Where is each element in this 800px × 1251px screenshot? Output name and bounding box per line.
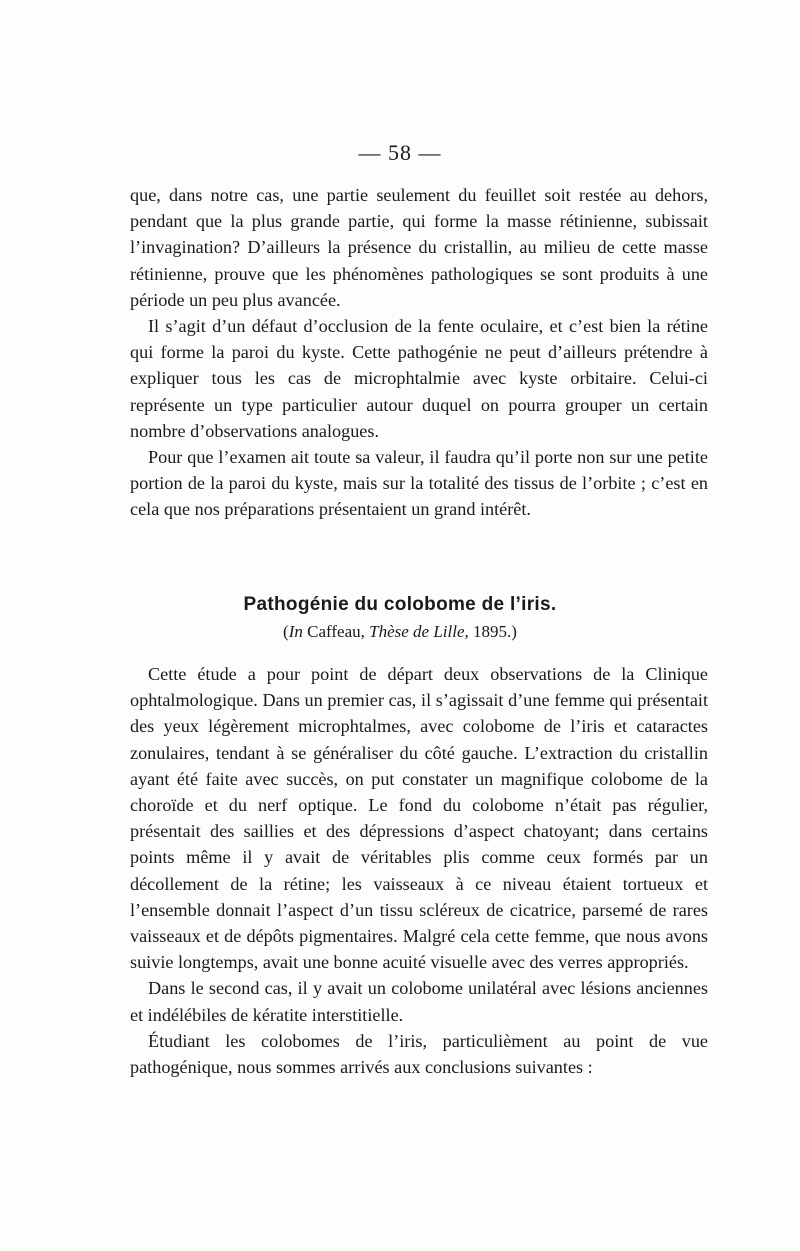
paragraph-continuation: que, dans notre cas, une partie seulement du feuillet soit restée au dehors, pendant que la plus grande partie, qui forme la masse rétinienne, subissait l’invagination? D’ailleurs la présence du cristallin, au milieu de cette masse rétinienne, prouve que les phénomènes pathologiques se sont produits à une période un peu plus avancée. (130, 185, 708, 310)
citation-in: In (288, 622, 303, 641)
citation-open: ( (283, 622, 289, 641)
paragraph-examen: Pour que l’examen ait toute sa valeur, il faudra qu’il porte non sur une petite portion de la paroi du kyste, mais sur la totalité des tissus de l’orbite ; c’est en cela que nos préparations présentaient un grand intérêt. (130, 447, 708, 520)
paragraph-occlusion: Il s’agit d’un défaut d’occlusion de la fente oculaire, et c’est bien la rétine qui forme la paroi du kyste. Cette pathogénie ne peut d’ailleurs prétendre à expliquer tous les cas de microphtalmie avec kyste orbitaire. Celui-ci représente un type particulier autour duquel on pourra grouper un certain nombre d’observations analogues. (130, 316, 708, 441)
bottom-text-block (130, 661, 708, 1080)
section-citation (0, 622, 800, 642)
section-title: Pathogénie du colobome de l’iris. (243, 594, 557, 615)
paragraph-second-cas: Dans le second cas, il y avait un colobome unilatéral avec lésions anciennes et indélébiles de kératite interstitielle. (130, 978, 708, 1025)
top-text-block (130, 182, 708, 523)
page-number: — 58 — (358, 140, 442, 165)
paragraph-etudiant: Étudiant les colobomes de l’iris, particulièment au point de vue pathogénique, nous sommes arrivés aux conclusions suivantes : (130, 1030, 708, 1078)
citation-author: Caffeau, (302, 622, 370, 641)
citation-work: Thèse de Lille (369, 622, 465, 641)
citation-close: , 1895.) (464, 622, 517, 641)
paragraph-etude: Cette étude a pour point de départ deux observations de la Clinique ophtalmologique. Dans un premier cas, il s’agissait d’une femme qui présentait des yeux légèrement microphtalmes, avec colobome de l’iris et cataractes zonulaires, tendant à se généraliser du côté gauche. L’extraction du cristallin ayant été faite avec succès, on put constater un magnifique colobome de la choroïde et du nerf optique. Le fond du colobome n’était pas régulier, présentait des saillies et des dépressions d’aspect chatoyant; dans certains points même il y avait de véritables plis comme ceux formés par un décollement de la rétine; les vaisseaux à ce niveau étaient tortueux et l’ensemble donnait l’aspect d’un tissu scléreux de cicatrice, parsemé de rares vaisseaux et de dépôts pigmentaires. Malgré cela cette femme, que nous avons suivie longtemps, avait une bonne acuité visuelle avec des verres appropriés. (130, 664, 708, 973)
